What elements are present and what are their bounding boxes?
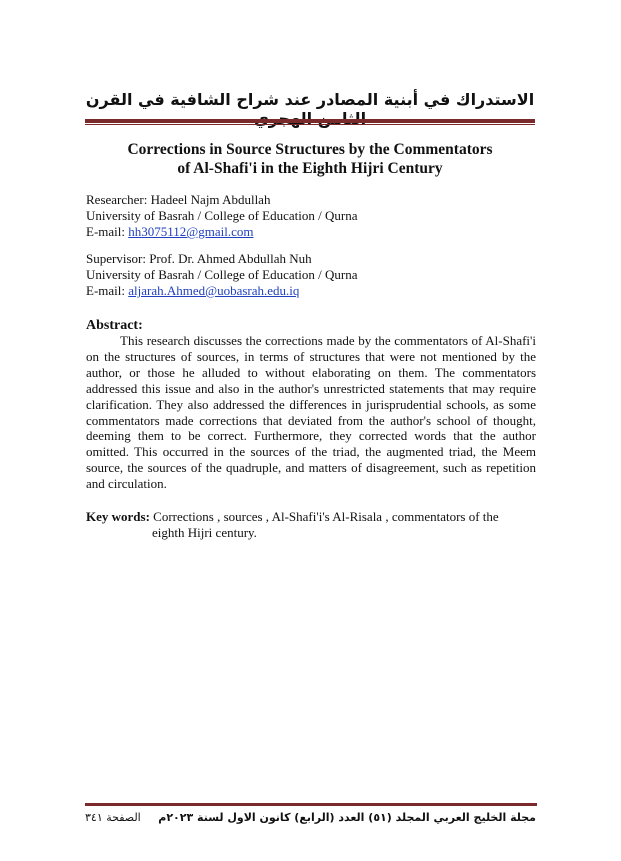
header-rule-thick	[85, 119, 535, 123]
paper-title-line-1: Corrections in Source Structures by the Commentators	[127, 141, 493, 158]
paper-title	[85, 140, 535, 178]
keywords-text: Corrections , sources , Al-Shafi'i's Al-Risala , commentators of the	[153, 509, 499, 524]
running-header-title: الاستدراك في أبنية المصادر عند شراح الشافية في القرن	[85, 90, 535, 109]
keywords-line-1	[86, 509, 536, 525]
paper-title-line-2: of Al-Shafi'i in the Eighth Hijri Century	[177, 160, 443, 177]
supervisor-block	[86, 251, 536, 299]
researcher-email-link[interactable]: hh3075112@gmail.com	[128, 224, 254, 239]
keywords-label: Key words:	[86, 509, 150, 524]
supervisor-email-label: E-mail:	[86, 283, 129, 298]
footer-journal-citation: مجلة الخليج العربي المجلد (٥١) العدد (الرابع) كانون الاول لسنة ٢٠٢٣م	[158, 811, 536, 824]
researcher-email-label: E-mail:	[86, 224, 129, 239]
supervisor-email-line	[86, 283, 536, 299]
supervisor-affiliation: University of Basrah / College of Education / Qurna	[86, 267, 358, 282]
footer-page-number: الصفحة ٣٤١	[85, 811, 141, 824]
abstract-heading: Abstract:	[86, 318, 143, 333]
header-rule-thin	[85, 124, 535, 125]
supervisor-name: Supervisor: Prof. Dr. Ahmed Abdullah Nuh	[86, 251, 312, 266]
researcher-name: Researcher: Hadeel Najm Abdullah	[86, 192, 271, 207]
keywords-block	[86, 509, 536, 541]
researcher-email-line	[86, 224, 536, 240]
abstract-text: This research discusses the corrections made by the commentators of Al-Shafi'i on the structures of sources, in terms of structures that were not mentioned by the author, or those he alluded to without elaborating on them. The commentators addressed this issue and also in the author's unrestricted statements that may require clarification. They also addressed the differences in jurisprudential schools, as some commentators made corrections that deviated from the author's school of thought, deeming them to be correct. Furthermore, they corrected words that the author omitted. This occurred in the sources of the triad, the augmented triad, the Meem source, the sources of the quadruple, and matters of disagreement, such as repetition and circulation.	[86, 333, 536, 492]
keywords-line-2: eighth Hijri century.	[152, 525, 257, 540]
researcher-affiliation: University of Basrah / College of Education / Qurna	[86, 208, 358, 223]
supervisor-email-link[interactable]: aljarah.Ahmed@uobasrah.edu.iq	[128, 283, 300, 298]
footer-rule	[85, 803, 537, 806]
researcher-block	[86, 192, 536, 240]
